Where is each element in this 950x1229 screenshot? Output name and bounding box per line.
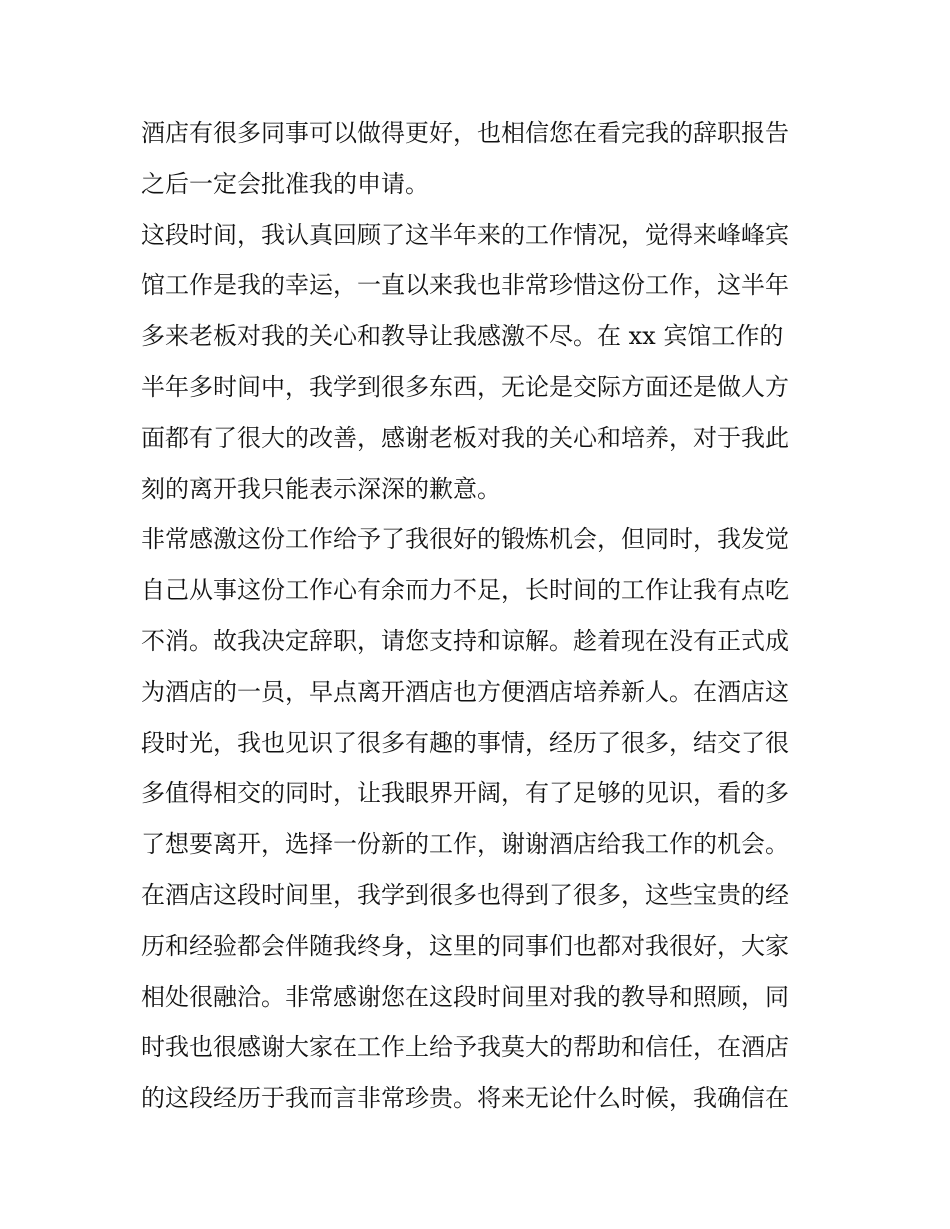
text-line: 面都有了很大的改善，感谢老板对我的关心和培养，对于我此	[141, 423, 789, 452]
text-line: 多来老板对我的关心和教导让我感激不尽。在 xx 宾馆工作的	[141, 322, 784, 351]
document-body	[141, 108, 813, 1124]
text-line: 酒店有很多同事可以做得更好，也相信您在看完我的辞职报告	[141, 119, 789, 147]
text-line: 半年多时间中，我学到很多东西，无论是交际方面还是做人方	[141, 372, 789, 401]
text-line: 时我也很感谢大家在工作上给予我莫大的帮助和信任，在酒店	[141, 1033, 789, 1062]
text-line: 段时光，我也见识了很多有趣的事情，经历了很多，结交了很	[141, 728, 789, 757]
text-line: 多值得相交的同时，让我眼界开阔，有了足够的见识，看的多	[141, 779, 789, 808]
text-line: 自己从事这份工作心有余而力不足，长时间的工作让我有点吃	[141, 576, 789, 605]
text-line: 相处很融洽。非常感谢您在这段时间里对我的教导和照顾，同	[141, 982, 789, 1011]
text-line: 之后一定会批准我的申请。	[141, 169, 429, 198]
text-line: 为酒店的一员，早点离开酒店也方便酒店培养新人。在酒店这	[141, 677, 789, 706]
text-line: 了想要离开，选择一份新的工作，谢谢酒店给我工作的机会。	[141, 830, 789, 859]
text-line: 非常感激这份工作给予了我很好的锻炼机会，但同时，我发觉	[141, 525, 789, 554]
text-line: 不消。故我决定辞职，请您支持和谅解。趁着现在没有正式成	[141, 626, 789, 655]
text-line: 刻的离开我只能表示深深的歉意。	[141, 474, 501, 503]
text-line: 这段时间，我认真回顾了这半年来的工作情况，觉得来峰峰宾	[141, 220, 789, 249]
text-line: 的这段经历于我而言非常珍贵。将来无论什么时候，我确信在	[141, 1084, 789, 1113]
text-line: 在酒店这段时间里，我学到很多也得到了很多，这些宝贵的经	[141, 880, 789, 909]
text-line: 馆工作是我的幸运，一直以来我也非常珍惜这份工作，这半年	[141, 271, 789, 300]
text-line: 历和经验都会伴随我终身，这里的同事们也都对我很好，大家	[141, 931, 789, 960]
